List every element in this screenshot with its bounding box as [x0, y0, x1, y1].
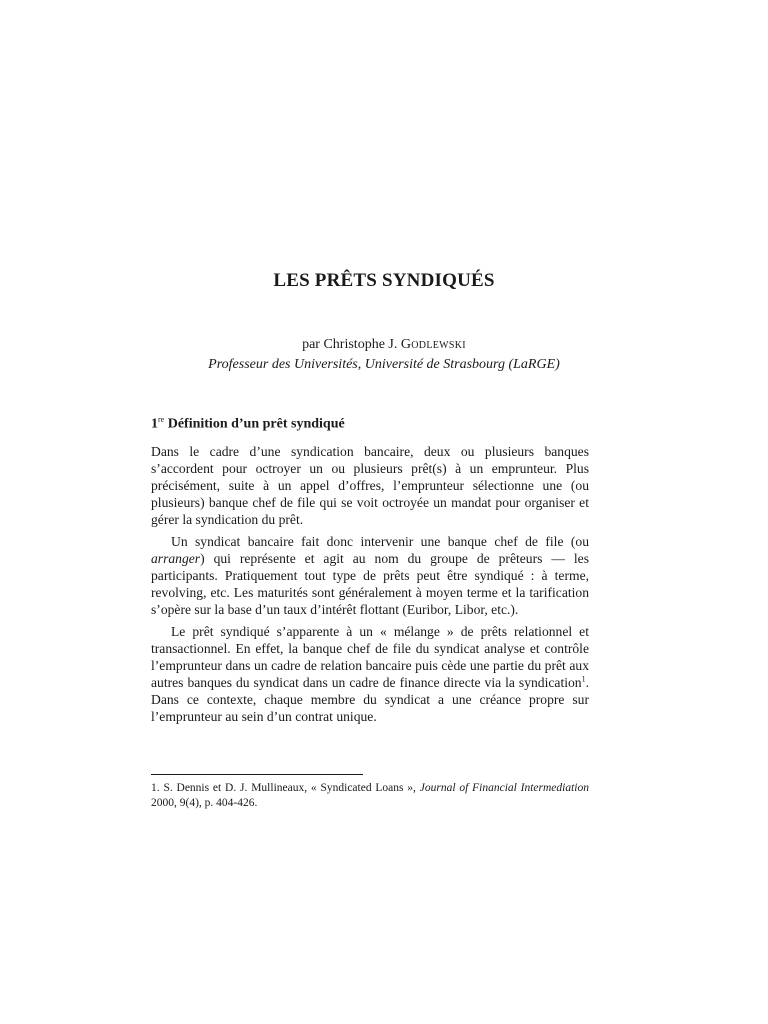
footnote-journal: Journal of Financial Intermediation	[419, 782, 589, 794]
section-heading	[151, 415, 589, 433]
author-surname: Godlewski	[400, 337, 466, 352]
author-line	[0, 337, 768, 353]
paragraph-2-text-a: Un syndicat bancaire fait donc intervenir une banque chef de file (ou	[171, 533, 589, 549]
footnote-text-a: 1. S. Dennis et D. J. Mullineaux, « Syndicated Loans »,	[151, 782, 420, 794]
section-number-suffix: re	[158, 415, 165, 424]
footnote-divider	[151, 774, 363, 775]
paragraph-3-text-a: Le prêt syndiqué s’apparente à un « mélange » de prêts relationnel et transactionnel. En effet, la banque chef de file du syndicat analyse et contrôle l’emprunteur dans un cadre de relation bancaire puis cède une partie du prêt aux autres banques du syndicat dans un cadre de finance directe via la syndication	[151, 623, 589, 690]
paragraph-3-text-b: . Dans ce contexte, chaque membre du syndicat a une créance propre sur l’emprunteur au sein d’un contrat unique.	[151, 674, 589, 724]
section-title: Définition d’un prêt syndiqué	[167, 416, 345, 432]
paragraph-2-emphasis: arranger	[151, 550, 201, 566]
footnote-reference: 1	[581, 674, 586, 684]
section-number: 1	[151, 416, 158, 432]
paragraph-2	[151, 533, 589, 618]
main-text	[151, 415, 589, 730]
document-title: LES PRÊTS SYNDIQUÉS	[273, 270, 495, 291]
footnote-text-b: 2000, 9(4), p. 404-426.	[151, 797, 258, 809]
paragraph-3	[151, 623, 589, 725]
footnote	[151, 781, 589, 811]
author-prefix: par Christophe J.	[302, 337, 398, 352]
paragraph-1: Dans le cadre d’une syndication bancaire, deux ou plusieurs banques s’accordent pour octroyer un ou plusieurs prêt(s) à un emprunteur. Plus précisément, suite à un appel d’offres, l’emprunteur sélectionne une (ou plusieurs) banque chef de file qui se voit octroyée un mandat pour organiser et gérer la syndication du prêt.	[151, 443, 589, 527]
paragraph-2-text-b: ) qui représente et agit au nom du groupe de prêteurs — les participants. Pratiquement tout type de prêts peut être syndiqué : à terme, revolving, etc. Les maturités sont généralement à moyen terme et la tarification s’opère sur la base d’un taux d’intérêt flottant (Euribor, Libor, etc.).	[151, 550, 589, 617]
author-affiliation: Professeur des Universités, Université de Strasbourg (LaRGE)	[208, 357, 560, 372]
